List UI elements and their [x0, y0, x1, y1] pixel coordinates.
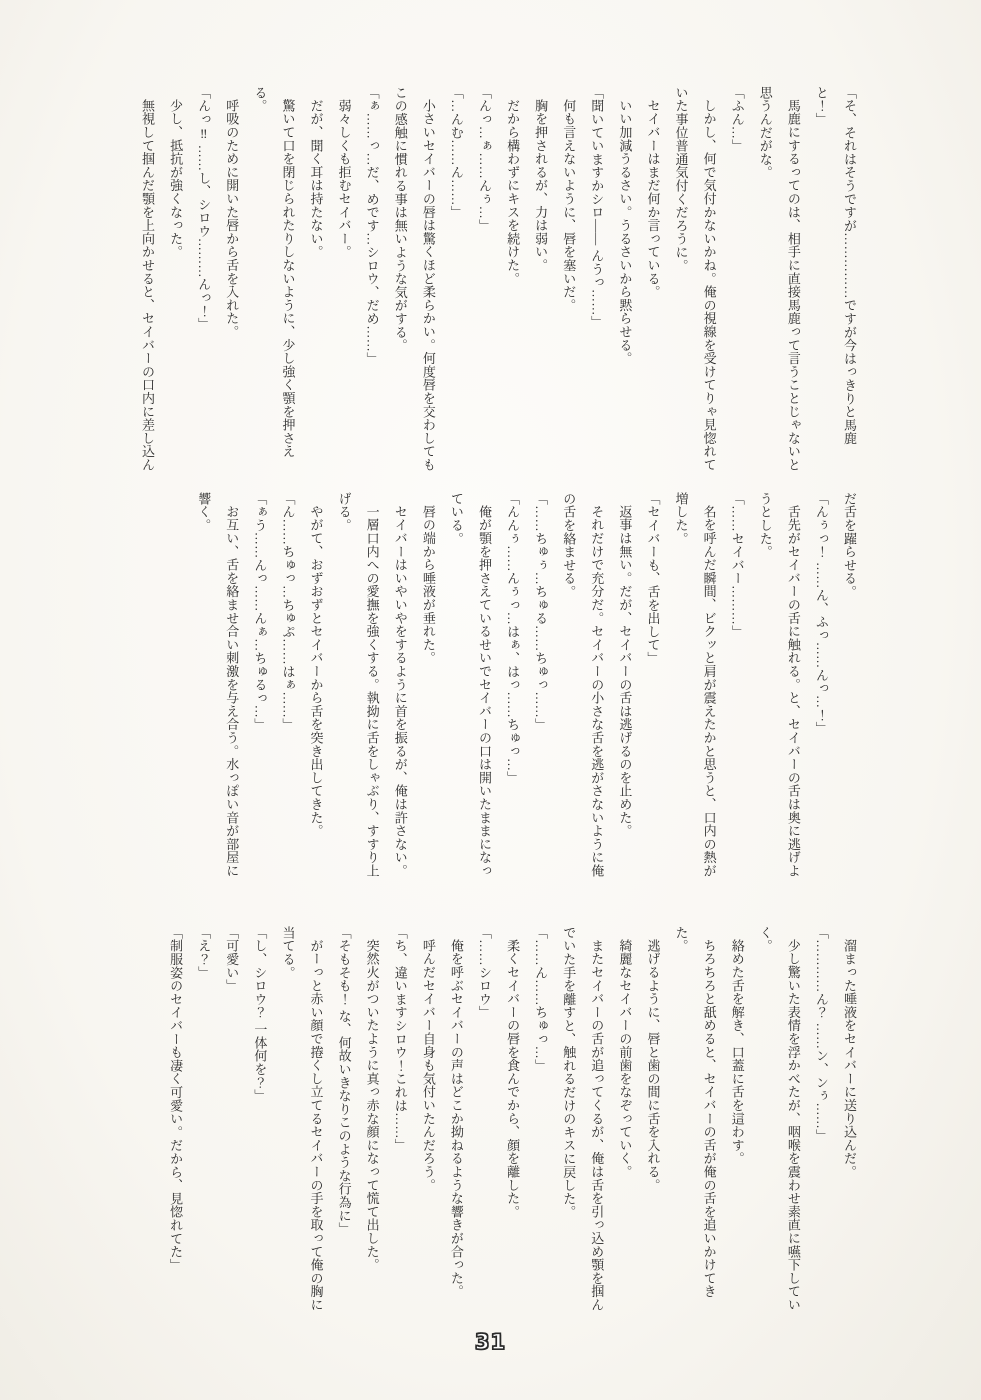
narration-line: 驚いて口を閉じられたりしないように、少し強く顎を押さえる。	[252, 86, 296, 459]
narration-line: セイバーはまだ何か言っている。	[645, 99, 661, 299]
dialogue-line: 「……セイバー………」	[729, 492, 745, 639]
narration-line: いい加減うるさい。うるさいから黙らせる。	[617, 99, 633, 365]
dialogue-line: 「ふん…」	[729, 86, 745, 153]
dialogue-line: 「……ちゅぅ…ちゅる……ちゅっ……」	[533, 492, 549, 732]
dialogue-line: 「し、シロウ？ 一体何を？」	[252, 926, 268, 1103]
dialogue-line: 「…んむ……ん……」	[448, 86, 464, 219]
narration-line: だから構わずにキスを続けた。	[505, 99, 521, 286]
narration-line: がーっと赤い顔で捲くし立てるセイバーの手を取って俺の胸に当てる。	[280, 926, 324, 1312]
narration-line: だが、聞く耳は持たない。	[308, 99, 324, 259]
narration-line: ちろちろと舐めると、セイバーの舌が俺の舌を追いかけてきた。	[673, 926, 717, 1299]
dialogue-line: 「ん……ちゅっ…ちゅぷ……はぁ……」	[280, 492, 296, 732]
narration-line: 溜まった唾液をセイバーに送り込んだ。	[842, 939, 857, 1179]
dialogue-line: 「んっ…ぁ……んぅ…」	[476, 86, 492, 233]
dialogue-line: 「んぅっ！ ……ん、ふっ……んっ…！」	[813, 492, 829, 735]
narration-line: 舌先がセイバーの舌に触れる。と、セイバーの舌は奥に逃げようとした。	[757, 492, 801, 878]
page-number: 31	[474, 1330, 507, 1354]
dialogue-line: 「そ、それはそうですが……………ですが今はっきりと馬鹿と！」	[813, 86, 857, 446]
narration-line: 絡めた舌を解き、口蓋に舌を這わす。	[729, 939, 745, 1166]
dialogue-line: 「ぁう……んっ……んぁ…ちゅるっ…」	[252, 492, 268, 732]
narration-line: 俺が顎を押さえているせいでセイバーの口は開いたままになっている。	[448, 492, 492, 878]
text-block-3	[98, 926, 863, 1318]
narration-line: 少し、抵抗が強くなった。	[168, 99, 184, 259]
narration-line: 弱々しくも拒むセイバー。	[336, 99, 352, 259]
narration-line: 突然火がついたように真っ赤な顔になって慌て出した。	[364, 939, 380, 1272]
text-block-1	[98, 86, 863, 478]
dialogue-line: 「……ん……ちゅっ…」	[533, 926, 549, 1073]
narration-line: お互い、舌を絡ませ合い刺激を与え合う。水っぽい音が部屋に響く。	[196, 492, 240, 878]
narration-line: 呼んだセイバー自身も気付いたんだろう。	[420, 939, 436, 1192]
narration-line: 返事は無い。だが、セイバーの舌は逃げるのを止めた。	[617, 505, 633, 838]
dialogue-line: 「んっ‼ ……し、シロウ………んっ！」	[196, 86, 212, 331]
narration-line: 呼吸のために開いた唇から舌を入れた。	[224, 99, 240, 339]
dialogue-line: 「聞いていますかシロ―― んうっ……」	[589, 86, 605, 329]
narration-line: 逃げるように、唇と歯の間に舌を入れる。	[645, 939, 661, 1192]
dialogue-line: 「セイバーも、舌を出して」	[645, 492, 661, 665]
narration-line: 一層口内への愛撫を強くする。執拗に舌をしゃぶり、すすり上げる。	[336, 492, 380, 878]
dialogue-line: 「そもそも！ な、何故いきなりこのような行為に」	[336, 926, 352, 1236]
narration-line: 名を呼んだ瞬間、ビクッと肩が震えたかと思うと、口内の熱が増した。	[673, 492, 717, 878]
narration-line: またセイバーの舌が追ってくるが、俺は舌を引っ込め顎を掴んでいた手を離すと、触れるだけのキスに戻した。	[561, 926, 605, 1312]
dialogue-line: 「え？」	[196, 926, 212, 980]
narration-line: 胸を押されるが、力は弱い。	[533, 99, 549, 272]
narration-line: 馬鹿にするってのは、相手に直接馬鹿って言うことじゃないと思うんだがな。	[757, 86, 801, 472]
text-block-2	[98, 492, 863, 884]
dialogue-line: 「制服姿のセイバーも凄く可愛い。だから、見惚れてた」	[168, 926, 184, 1272]
dialogue-line: 「んんぅ……んぅっ…はぁ、はっ……ちゅっ…」	[505, 492, 521, 785]
dialogue-line: 「可愛い」	[224, 926, 240, 993]
narration-line: セイバーはいやいやをするように首を振るが、俺は許さない。	[392, 505, 408, 878]
dialogue-line: 「ち、違いますシロウ！これは……」	[392, 926, 408, 1153]
narration-line: 俺を呼ぶセイバーの声はどこか拗ねるような響きが合った。	[448, 939, 464, 1299]
dialogue-line: 「ぁ……っ…だ、めです…シロウ、だめ……」	[364, 86, 380, 366]
narration-line: 小さいセイバーの唇は驚くほど柔らかい。何度唇を交わしてもこの感触に慣れる事は無いような気がする。	[392, 86, 436, 472]
continuation-line: だ舌を躍らせる。	[842, 492, 857, 599]
narration-line: 綺麗なセイバーの前歯をなぞっていく。	[617, 939, 633, 1179]
dialogue-line: 「……シロウ」	[476, 926, 492, 1020]
narration-line: 無視して掴んだ顎を上向かせると、セイバーの口内に差し込ん	[140, 99, 156, 472]
narration-line: やがて、おずおずとセイバーから舌を突き出してきた。	[308, 505, 324, 838]
narration-line: 唇の端から唾液が垂れた。	[420, 505, 436, 665]
dialogue-line: 「…………ん？ ……ン、ンぅ……」	[813, 926, 829, 1143]
narration-line: それだけで充分だ。セイバーの小さな舌を逃がさないように俺の舌を絡ませる。	[561, 492, 605, 878]
narration-line: 少し驚いた表情を浮かべたが、咽喉を震わせ素直に嚥下していく。	[757, 926, 801, 1312]
narration-line: しかし、何で気付かないかね。俺の視線を受けてりゃ見惚れていた事位普通気付くだろうに。	[673, 86, 717, 472]
narration-line: 柔くセイバーの唇を食んでから、顔を離した。	[505, 939, 521, 1219]
narration-line: 何も言えないように、唇を塞いだ。	[561, 99, 577, 312]
